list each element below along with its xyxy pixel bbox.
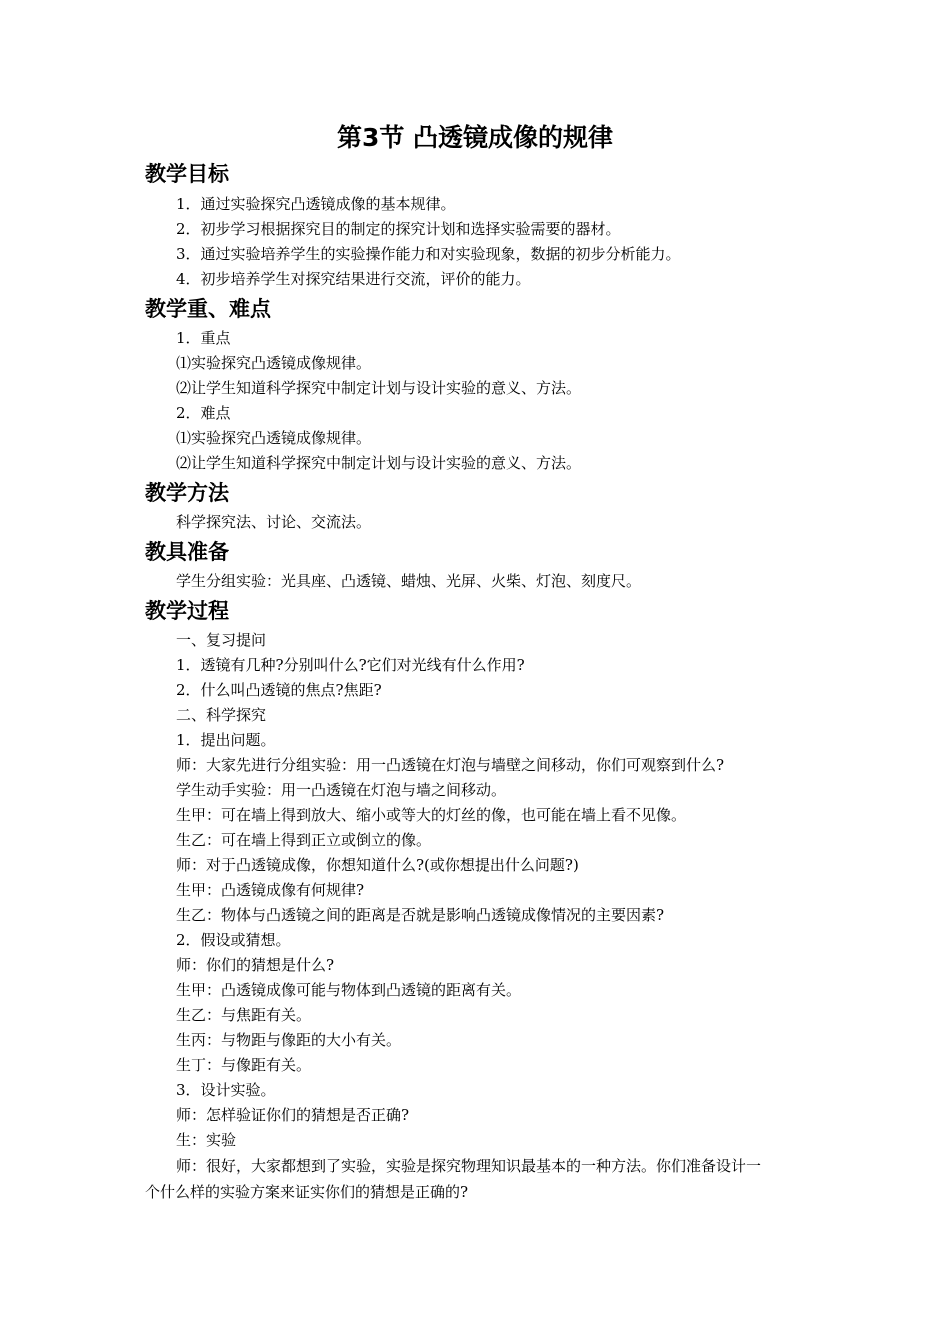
process-line: 师：你们的猜想是什么?	[176, 956, 335, 974]
page-title: 第3节 凸透镜成像的规律	[336, 123, 614, 152]
process-line: 师：怎样验证你们的猜想是否正确?	[176, 1106, 410, 1124]
key-point-item: 1．重点	[176, 329, 231, 347]
process-line: 生乙：可在墙上得到正立或倒立的像。	[176, 831, 432, 849]
objective-item: 4．初步培养学生对探究结果进行交流，评价的能力。	[176, 270, 531, 288]
process-line: 2．假设或猜想。	[176, 931, 291, 949]
method-item: 科学探究法、讨论、交流法。	[176, 513, 372, 531]
objective-item: 3．通过实验培养学生的实验操作能力和对实验现象，数据的初步分析能力。	[176, 245, 681, 263]
process-line: 学生动手实验：用一凸透镜在灯泡与墙之间移动。	[176, 781, 507, 799]
process-line: 1．透镜有几种?分别叫什么?它们对光线有什么作用?	[176, 656, 525, 674]
key-point-item: ⑴实验探究凸透镜成像规律。	[176, 354, 372, 372]
process-line: 生乙：与焦距有关。	[176, 1006, 312, 1024]
section-heading-objectives: 教学目标	[145, 162, 229, 186]
process-line: 生甲：凸透镜成像可能与物体到凸透镜的距离有关。	[176, 981, 522, 999]
objective-item: 1．通过实验探究凸透镜成像的基本规律。	[176, 195, 456, 213]
section-heading-process: 教学过程	[145, 599, 229, 623]
process-line: 生甲：可在墙上得到放大、缩小或等大的灯丝的像，也可能在墙上看不见像。	[176, 806, 687, 824]
process-line: 二、科学探究	[176, 706, 267, 724]
process-line: 师：大家先进行分组实验：用一凸透镜在灯泡与墙壁之间移动，你们可观察到什么?	[176, 756, 725, 774]
key-point-item: ⑵让学生知道科学探究中制定计划与设计实验的意义、方法。	[176, 454, 582, 472]
key-point-item: 2．难点	[176, 404, 231, 422]
section-heading-methods: 教学方法	[145, 481, 229, 505]
section-heading-key-points: 教学重、难点	[145, 297, 271, 321]
process-line: 生丁：与像距有关。	[176, 1056, 312, 1074]
process-line: 生丙：与物距与像距的大小有关。	[176, 1031, 402, 1049]
key-point-item: ⑵让学生知道科学探究中制定计划与设计实验的意义、方法。	[176, 379, 582, 397]
key-point-item: ⑴实验探究凸透镜成像规律。	[176, 429, 372, 447]
process-line: 3．设计实验。	[176, 1081, 276, 1099]
objective-item: 2．初步学习根据探究目的制定的探究计划和选择实验需要的器材。	[176, 220, 621, 238]
process-line: 生乙：物体与凸透镜之间的距离是否就是影响凸透镜成像情况的主要因素?	[176, 906, 665, 924]
process-paragraph-line-1: 师：很好，大家都想到了实验，实验是探究物理知识最基本的一种方法。你们准备设计一	[176, 1157, 762, 1175]
section-heading-materials: 教具准备	[145, 540, 229, 564]
process-line: 生：实验	[176, 1131, 237, 1149]
process-paragraph-line-2: 个什么样的实验方案来证实你们的猜想是正确的?	[145, 1183, 469, 1201]
process-line: 一、复习提问	[176, 631, 267, 649]
material-item: 学生分组实验：光具座、凸透镜、蜡烛、光屏、火柴、灯泡、刻度尺。	[176, 572, 642, 590]
process-line: 2．什么叫凸透镜的焦点?焦距?	[176, 681, 382, 699]
process-line: 生甲：凸透镜成像有何规律?	[176, 881, 365, 899]
process-line: 1．提出问题。	[176, 731, 276, 749]
process-line: 师：对于凸透镜成像，你想知道什么?(或你想提出什么问题?)	[176, 856, 579, 874]
